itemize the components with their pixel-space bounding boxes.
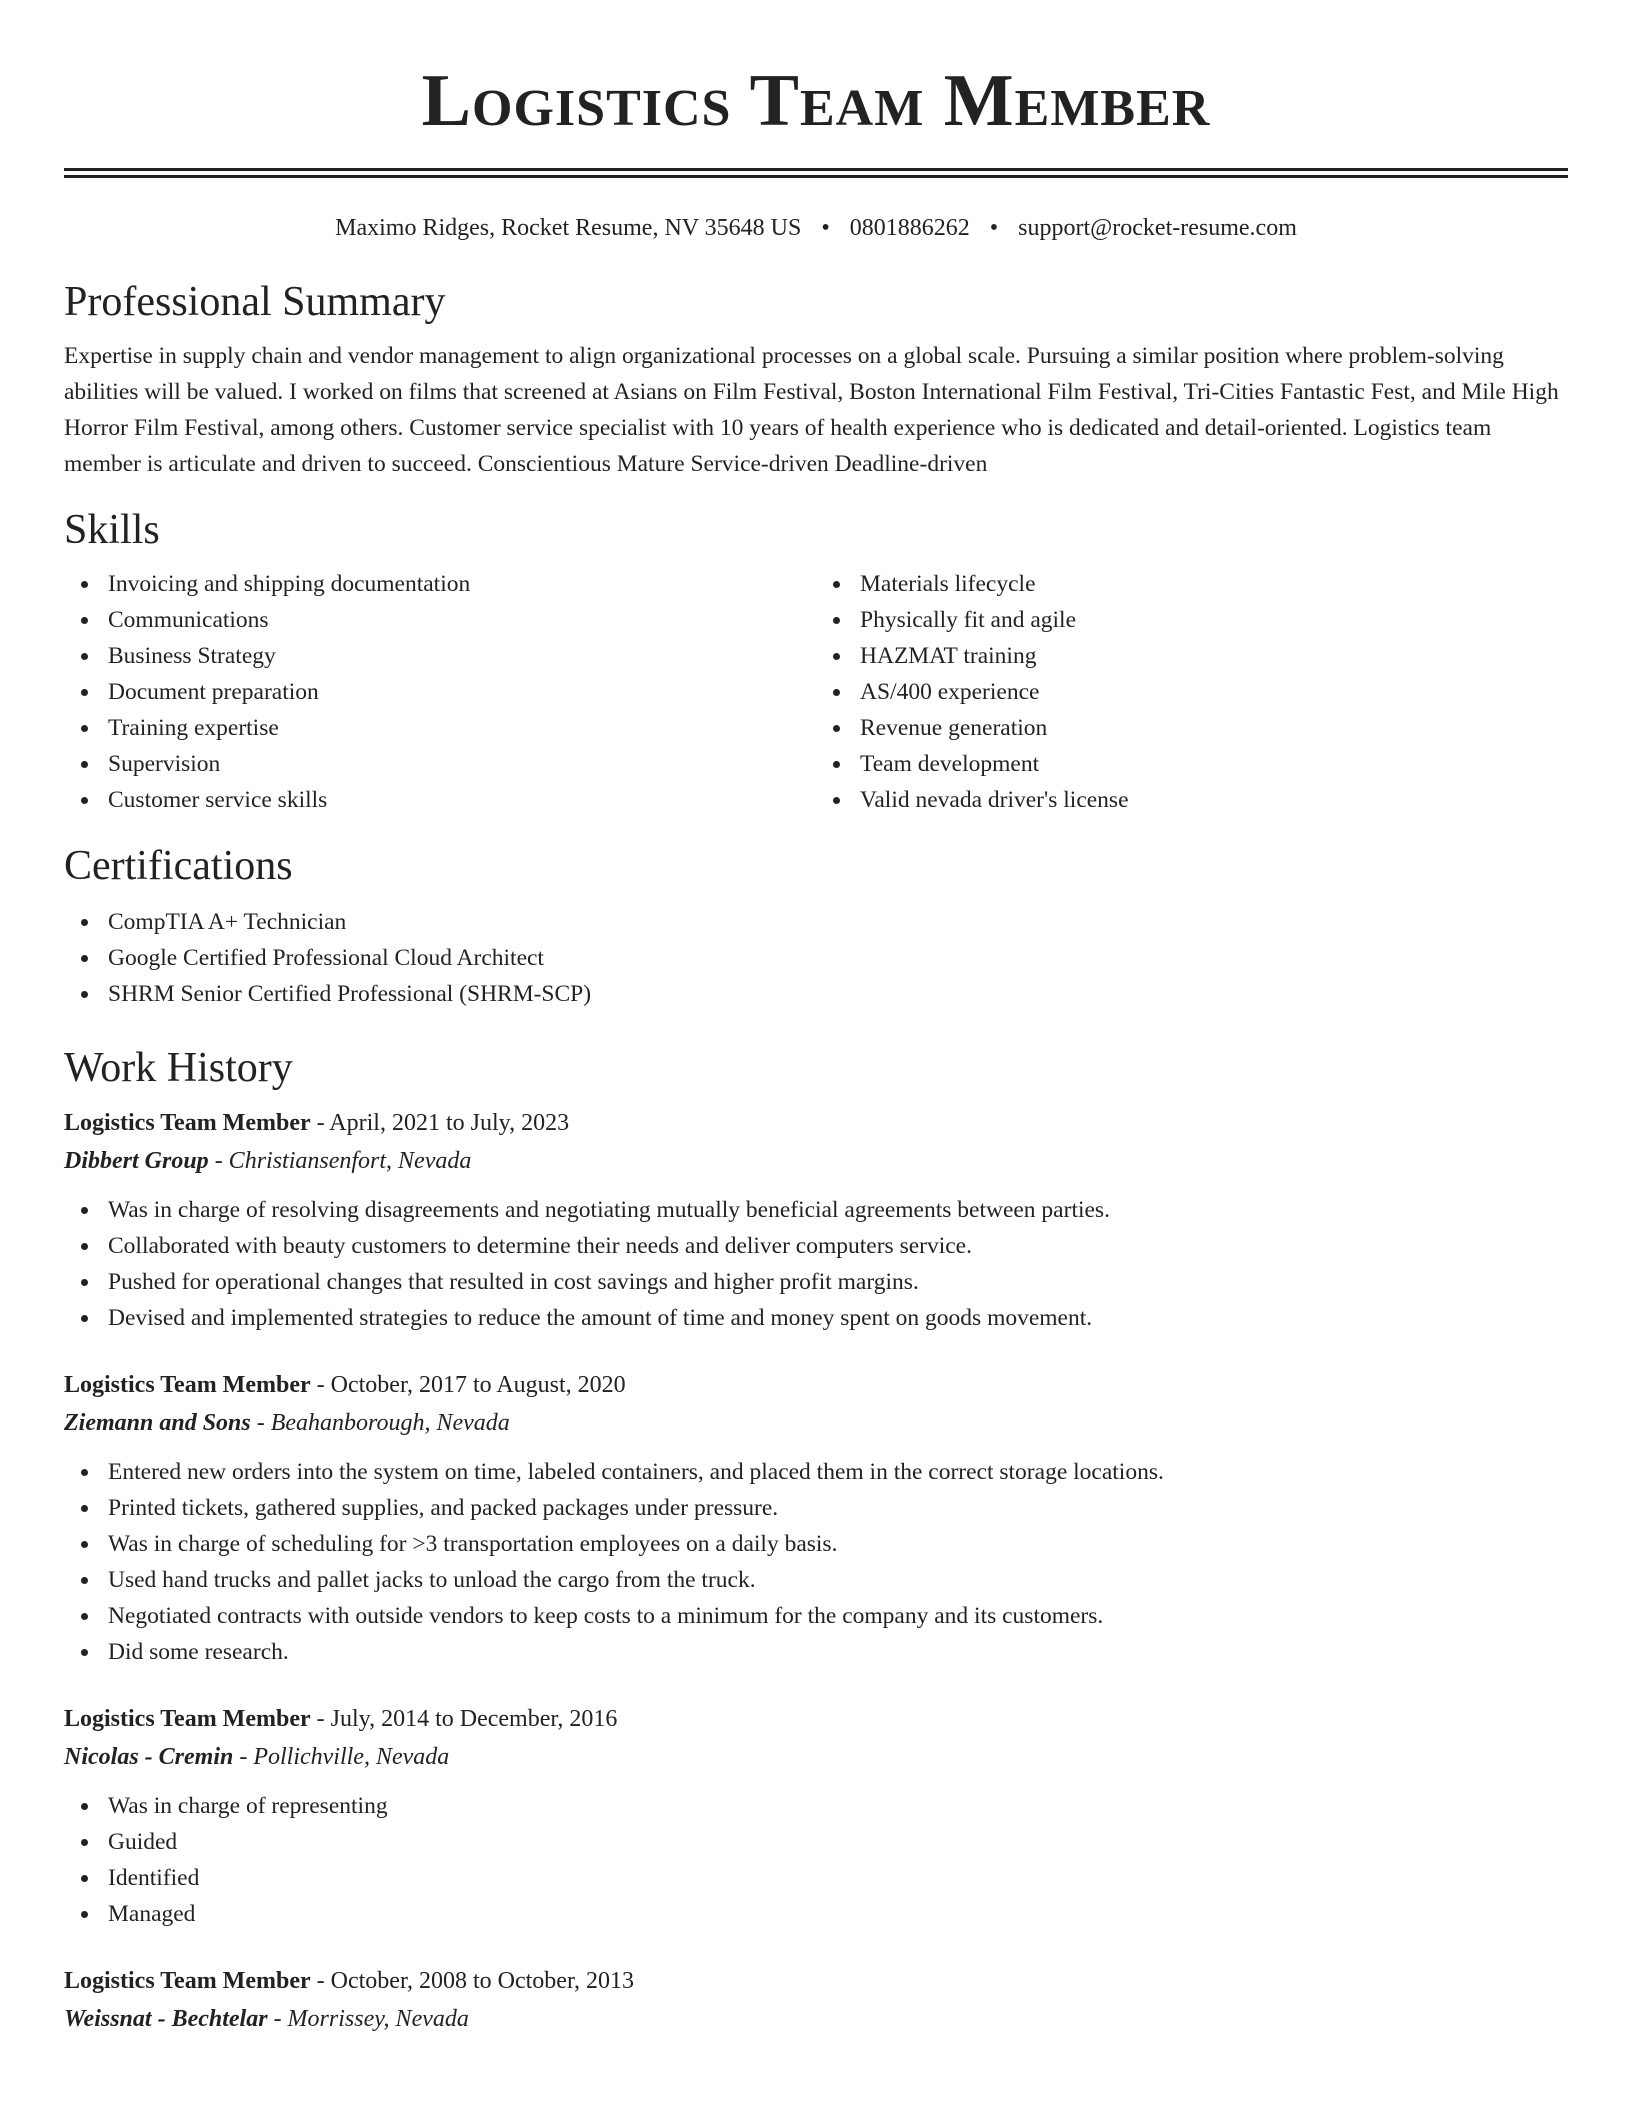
skill-item: Business Strategy (108, 638, 816, 674)
skill-item: Valid nevada driver's license (860, 782, 1568, 818)
job-duty: Printed tickets, gathered supplies, and packed packages under pressure. (108, 1490, 1568, 1526)
job-title-line (64, 1700, 1568, 1738)
job-duty: Did some research. (108, 1634, 1568, 1670)
job-entry (64, 1104, 1568, 1336)
contact-line (64, 212, 1568, 244)
job-company: Weissnat - Bechtelar (64, 2006, 268, 2032)
job-duty: Entered new orders into the system on time, labeled containers, and placed them in the correct storage locations. (108, 1454, 1568, 1490)
certification-item: Google Certified Professional Cloud Architect (108, 940, 1568, 976)
contact-separator: • (989, 215, 999, 241)
skills-columns (64, 566, 1568, 818)
skill-item: AS/400 experience (860, 674, 1568, 710)
work-history-heading: Work History (64, 1045, 293, 1091)
job-title: Logistics Team Member (64, 1372, 311, 1398)
job-company-line (64, 1142, 1568, 1180)
job-location: - Morrissey, Nevada (267, 2006, 469, 2032)
summary-heading: Professional Summary (64, 279, 446, 325)
job-company: Dibbert Group (64, 1148, 209, 1174)
job-company: Nicolas - Cremin (64, 1744, 234, 1770)
skill-item: HAZMAT training (860, 638, 1568, 674)
job-dates: - April, 2021 to July, 2023 (310, 1110, 570, 1136)
skill-item: Document preparation (108, 674, 816, 710)
job-location: - Beahanborough, Nevada (250, 1410, 510, 1436)
job-duty: Negotiated contracts with outside vendors to keep costs to a minimum for the company and its customers. (108, 1598, 1568, 1634)
job-title: Logistics Team Member (64, 1968, 311, 1994)
job-duties-list (64, 1788, 1568, 1932)
resume-page (64, 0, 1568, 2038)
job-title-line (64, 1962, 1568, 2000)
job-duty: Managed (108, 1896, 1568, 1932)
contact-address: Maximo Ridges, Rocket Resume, NV 35648 US (335, 215, 802, 241)
skill-item: Customer service skills (108, 782, 816, 818)
job-title: Logistics Team Member (64, 1706, 311, 1732)
job-company-line (64, 1738, 1568, 1776)
job-dates: - October, 2008 to October, 2013 (310, 1968, 634, 1994)
job-location: - Christiansenfort, Nevada (208, 1148, 472, 1174)
skills-list-left (64, 566, 816, 818)
job-dates: - October, 2017 to August, 2020 (310, 1372, 626, 1398)
job-entry (64, 1366, 1568, 1670)
certifications-heading: Certifications (64, 843, 293, 889)
job-entry (64, 1700, 1568, 1932)
job-location: - Pollichville, Nevada (233, 1744, 450, 1770)
contact-phone: 0801886262 (849, 215, 970, 241)
title-divider (64, 168, 1568, 178)
resume-title: Logistics Team Member (421, 60, 1211, 142)
skill-item: Communications (108, 602, 816, 638)
job-duty: Used hand trucks and pallet jacks to unload the cargo from the truck. (108, 1562, 1568, 1598)
job-duty: Pushed for operational changes that resulted in cost savings and higher profit margins. (108, 1264, 1568, 1300)
job-duty: Was in charge of representing (108, 1788, 1568, 1824)
job-company-line (64, 1404, 1568, 1442)
job-duty: Was in charge of resolving disagreements and negotiating mutually beneficial agreements between parties. (108, 1192, 1568, 1228)
certification-item: CompTIA A+ Technician (108, 904, 1568, 940)
skill-item: Training expertise (108, 710, 816, 746)
job-company-line (64, 2000, 1568, 2038)
job-title-line (64, 1104, 1568, 1142)
job-title-line (64, 1366, 1568, 1404)
certifications-list (64, 904, 1568, 1012)
job-duty: Was in charge of scheduling for >3 transportation employees on a daily basis. (108, 1526, 1568, 1562)
contact-separator: • (821, 215, 830, 241)
job-duties-list (64, 1454, 1568, 1670)
skill-item: Supervision (108, 746, 816, 782)
contact-email: support@rocket-resume.com (1018, 215, 1297, 241)
skill-item: Materials lifecycle (860, 566, 1568, 602)
job-duty: Devised and implemented strategies to reduce the amount of time and money spent on goods movement. (108, 1300, 1568, 1336)
job-dates: - July, 2014 to December, 2016 (310, 1706, 618, 1732)
skill-item: Team development (860, 746, 1568, 782)
job-duties-list (64, 1192, 1568, 1336)
job-duty: Guided (108, 1824, 1568, 1860)
job-duty: Identified (108, 1860, 1568, 1896)
job-entry (64, 1962, 1568, 2038)
job-company: Ziemann and Sons (64, 1410, 251, 1436)
summary-text: Expertise in supply chain and vendor management to align organizational processes on a global scale. Pursuing a similar position where problem-solving abilities will be valued. I worked on films that screened at Asians on Film Festival, Boston International Film Festival, Tri-Cities Fantastic Fest, and Mile High Horror Film Festival, among others. Customer service specialist with 10 years of health experience who is dedicated and detail-oriented. Logistics team member is articulate and driven to succeed. Conscientious Mature Service-driven Deadline-driven (64, 343, 1559, 477)
skill-item: Physically fit and agile (860, 602, 1568, 638)
skill-item: Invoicing and shipping documentation (108, 566, 816, 602)
skill-item: Revenue generation (860, 710, 1568, 746)
job-duty: Collaborated with beauty customers to determine their needs and deliver computers service. (108, 1228, 1568, 1264)
skills-heading: Skills (64, 507, 160, 553)
certification-item: SHRM Senior Certified Professional (SHRM-SCP) (108, 976, 1568, 1012)
skills-list-right (816, 566, 1568, 818)
job-title: Logistics Team Member (64, 1110, 311, 1136)
